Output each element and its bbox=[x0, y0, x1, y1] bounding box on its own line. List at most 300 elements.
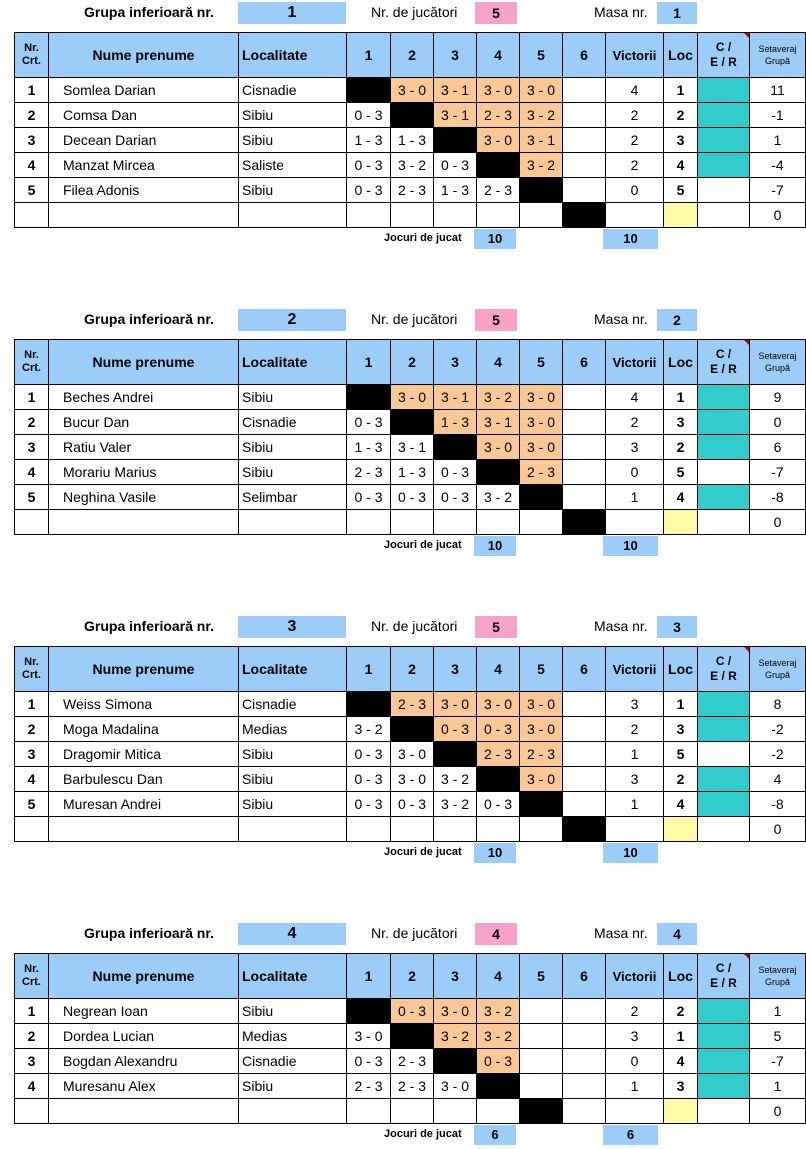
victories-cell: 3 bbox=[606, 435, 664, 460]
score-cell: 0 - 3 bbox=[347, 1049, 391, 1074]
score-cell bbox=[563, 742, 606, 767]
score-cell bbox=[563, 1049, 606, 1074]
score-cell: 3 - 0 bbox=[434, 692, 477, 717]
setaverage-cell: -2 bbox=[750, 717, 806, 742]
players-label: Nr. de jucători bbox=[371, 925, 458, 941]
score-cell: 2 - 3 bbox=[347, 1074, 391, 1099]
score-cell: 3 - 2 bbox=[434, 792, 477, 817]
cer-cell bbox=[698, 128, 750, 153]
score-cell bbox=[520, 999, 563, 1024]
player-name bbox=[49, 203, 239, 228]
setaverage-cell: 5 bbox=[750, 1024, 806, 1049]
score-cell: 3 - 2 bbox=[520, 103, 563, 128]
table-row bbox=[15, 128, 806, 153]
score-cell: 3 - 0 bbox=[477, 128, 520, 153]
player-name: Moga Madalina bbox=[49, 717, 239, 742]
player-name bbox=[49, 1099, 239, 1124]
player-city: Sibiu bbox=[239, 435, 347, 460]
player-name: Dragomir Mitica bbox=[49, 742, 239, 767]
table-row bbox=[15, 203, 806, 228]
place-cell: 1 bbox=[664, 78, 698, 103]
col-cer-header: C / E / R bbox=[698, 340, 750, 385]
victories-cell: 1 bbox=[606, 792, 664, 817]
col-setaverage-header: Setaveraj Grupă bbox=[750, 647, 806, 692]
table-label: Masa nr. bbox=[594, 925, 648, 941]
score-cell bbox=[563, 1024, 606, 1049]
score-cell bbox=[520, 1049, 563, 1074]
score-cell: 3 - 0 bbox=[477, 692, 520, 717]
victories-cell: 1 bbox=[606, 742, 664, 767]
player-city: Sibiu bbox=[239, 128, 347, 153]
score-cell: 2 - 3 bbox=[347, 460, 391, 485]
score-cell bbox=[563, 410, 606, 435]
score-cell: 2 - 3 bbox=[520, 460, 563, 485]
group-table bbox=[14, 953, 806, 1124]
place-cell: 2 bbox=[664, 999, 698, 1024]
score-cell: 3 - 1 bbox=[434, 103, 477, 128]
score-cell: 2 - 3 bbox=[477, 103, 520, 128]
score-cell: 3 - 2 bbox=[434, 1024, 477, 1049]
score-cell bbox=[520, 510, 563, 535]
col-opponent-header: 5 bbox=[520, 33, 563, 78]
cer-cell bbox=[698, 485, 750, 510]
setaverage-cell: 9 bbox=[750, 385, 806, 410]
score-cell: 3 - 0 bbox=[520, 692, 563, 717]
place-cell: 3 bbox=[664, 717, 698, 742]
col-opponent-header: 1 bbox=[347, 647, 391, 692]
games-played-count: 6 bbox=[603, 1125, 658, 1145]
games-label: Jocuri de jucat bbox=[384, 846, 462, 858]
games-played-count: 10 bbox=[603, 536, 658, 556]
score-cell: 3 - 0 bbox=[520, 385, 563, 410]
players-label: Nr. de jucători bbox=[371, 618, 458, 634]
col-city-header: Localitate bbox=[239, 647, 347, 692]
col-setaverage-header: Setaveraj Grupă bbox=[750, 33, 806, 78]
victories-cell: 2 bbox=[606, 999, 664, 1024]
score-cell bbox=[347, 510, 391, 535]
score-cell bbox=[434, 203, 477, 228]
score-cell: 3 - 0 bbox=[347, 1024, 391, 1049]
col-setaverage-header: Setaveraj Grupă bbox=[750, 954, 806, 999]
player-name: Comsa Dan bbox=[49, 103, 239, 128]
row-number: 3 bbox=[15, 435, 49, 460]
score-cell bbox=[563, 178, 606, 203]
row-number: 1 bbox=[15, 78, 49, 103]
score-cell: 2 - 3 bbox=[391, 1074, 434, 1099]
col-nr-header: Nr. Crt. bbox=[15, 954, 49, 999]
score-cell bbox=[563, 817, 606, 842]
table-row bbox=[15, 510, 806, 535]
score-cell: 3 - 0 bbox=[520, 767, 563, 792]
score-cell bbox=[563, 767, 606, 792]
score-cell: 0 - 3 bbox=[347, 178, 391, 203]
comment-marker-icon bbox=[744, 647, 749, 652]
col-opponent-header: 3 bbox=[434, 647, 477, 692]
players-label: Nr. de jucători bbox=[371, 4, 458, 20]
score-cell bbox=[347, 385, 391, 410]
score-cell: 0 - 3 bbox=[347, 485, 391, 510]
col-city-header: Localitate bbox=[239, 33, 347, 78]
place-cell: 3 bbox=[664, 410, 698, 435]
table-row bbox=[15, 435, 806, 460]
col-name-header: Nume prenume bbox=[49, 954, 239, 999]
table-number: 3 bbox=[657, 616, 697, 638]
row-number: 4 bbox=[15, 767, 49, 792]
col-victories-header: Victorii bbox=[606, 954, 664, 999]
row-number: 1 bbox=[15, 385, 49, 410]
score-cell bbox=[520, 178, 563, 203]
group-footer bbox=[0, 229, 806, 249]
score-cell bbox=[347, 203, 391, 228]
victories-cell: 3 bbox=[606, 1024, 664, 1049]
score-cell: 3 - 2 bbox=[347, 717, 391, 742]
cer-cell bbox=[698, 103, 750, 128]
score-cell bbox=[520, 817, 563, 842]
victories-cell bbox=[606, 1099, 664, 1124]
table-row bbox=[15, 817, 806, 842]
score-cell bbox=[477, 1074, 520, 1099]
setaverage-cell: 1 bbox=[750, 128, 806, 153]
score-cell bbox=[434, 817, 477, 842]
setaverage-cell: 8 bbox=[750, 692, 806, 717]
games-count: 10 bbox=[474, 843, 516, 863]
score-cell: 3 - 2 bbox=[391, 153, 434, 178]
col-opponent-header: 4 bbox=[477, 647, 520, 692]
col-opponent-header: 4 bbox=[477, 340, 520, 385]
score-cell: 0 - 3 bbox=[434, 717, 477, 742]
place-cell: 4 bbox=[664, 1049, 698, 1074]
score-cell: 3 - 1 bbox=[391, 435, 434, 460]
col-opponent-header: 3 bbox=[434, 954, 477, 999]
score-cell: 1 - 3 bbox=[391, 128, 434, 153]
row-number: 2 bbox=[15, 410, 49, 435]
cer-cell bbox=[698, 178, 750, 203]
score-cell bbox=[434, 742, 477, 767]
player-name: Morariu Marius bbox=[49, 460, 239, 485]
players-count: 5 bbox=[475, 616, 517, 638]
table-header-row bbox=[15, 647, 806, 692]
victories-cell: 3 bbox=[606, 692, 664, 717]
victories-cell: 4 bbox=[606, 78, 664, 103]
score-cell: 1 - 3 bbox=[347, 128, 391, 153]
victories-cell: 4 bbox=[606, 385, 664, 410]
games-played-count: 10 bbox=[603, 843, 658, 863]
score-cell: 0 - 3 bbox=[347, 410, 391, 435]
group-footer bbox=[0, 1125, 806, 1145]
row-number: 2 bbox=[15, 1024, 49, 1049]
table-number: 1 bbox=[657, 2, 697, 24]
row-number: 3 bbox=[15, 1049, 49, 1074]
player-name: Beches Andrei bbox=[49, 385, 239, 410]
group-footer bbox=[0, 843, 806, 863]
players-label: Nr. de jucători bbox=[371, 311, 458, 327]
setaverage-cell: 0 bbox=[750, 817, 806, 842]
setaverage-cell: 0 bbox=[750, 203, 806, 228]
col-opponent-header: 1 bbox=[347, 33, 391, 78]
victories-cell: 2 bbox=[606, 103, 664, 128]
score-cell: 0 - 3 bbox=[391, 485, 434, 510]
col-nr-header: Nr. Crt. bbox=[15, 33, 49, 78]
victories-cell: 2 bbox=[606, 717, 664, 742]
place-cell bbox=[664, 1099, 698, 1124]
col-place-header: Loc bbox=[664, 33, 698, 78]
col-opponent-header: 6 bbox=[563, 33, 606, 78]
score-cell bbox=[434, 128, 477, 153]
score-cell: 2 - 3 bbox=[391, 178, 434, 203]
score-cell bbox=[520, 1074, 563, 1099]
score-cell bbox=[477, 460, 520, 485]
score-cell bbox=[520, 792, 563, 817]
score-cell bbox=[477, 203, 520, 228]
score-cell: 3 - 0 bbox=[391, 767, 434, 792]
table-row bbox=[15, 1099, 806, 1124]
victories-cell: 1 bbox=[606, 1074, 664, 1099]
table-row bbox=[15, 792, 806, 817]
cer-cell bbox=[698, 767, 750, 792]
setaverage-cell: -2 bbox=[750, 742, 806, 767]
row-number: 1 bbox=[15, 692, 49, 717]
group-header bbox=[0, 0, 806, 24]
victories-cell: 2 bbox=[606, 128, 664, 153]
player-city: Saliste bbox=[239, 153, 347, 178]
games-label: Jocuri de jucat bbox=[384, 1128, 462, 1140]
player-name: Somlea Darian bbox=[49, 78, 239, 103]
player-city: Medias bbox=[239, 1024, 347, 1049]
player-city: Sibiu bbox=[239, 792, 347, 817]
cer-cell bbox=[698, 1049, 750, 1074]
games-played-count: 10 bbox=[603, 229, 658, 249]
player-name bbox=[49, 817, 239, 842]
score-cell: 3 - 2 bbox=[477, 385, 520, 410]
player-name: Muresan Andrei bbox=[49, 792, 239, 817]
setaverage-cell: 1 bbox=[750, 1074, 806, 1099]
table-row bbox=[15, 410, 806, 435]
col-cer-header: C / E / R bbox=[698, 954, 750, 999]
score-cell bbox=[563, 435, 606, 460]
setaverage-cell: 1 bbox=[750, 999, 806, 1024]
table-label: Masa nr. bbox=[594, 4, 648, 20]
place-cell: 5 bbox=[664, 178, 698, 203]
score-cell: 0 - 3 bbox=[477, 1049, 520, 1074]
cer-cell bbox=[698, 999, 750, 1024]
table-row bbox=[15, 999, 806, 1024]
score-cell: 0 - 3 bbox=[347, 742, 391, 767]
row-number: 4 bbox=[15, 1074, 49, 1099]
player-city: Sibiu bbox=[239, 1074, 347, 1099]
score-cell: 3 - 1 bbox=[477, 410, 520, 435]
col-city-header: Localitate bbox=[239, 340, 347, 385]
col-opponent-header: 2 bbox=[391, 340, 434, 385]
table-header-row bbox=[15, 33, 806, 78]
col-name-header: Nume prenume bbox=[49, 33, 239, 78]
players-count: 4 bbox=[475, 923, 517, 945]
score-cell bbox=[563, 460, 606, 485]
score-cell bbox=[434, 1049, 477, 1074]
group-header bbox=[0, 921, 806, 945]
score-cell: 2 - 3 bbox=[391, 1049, 434, 1074]
victories-cell: 1 bbox=[606, 485, 664, 510]
score-cell: 2 - 3 bbox=[477, 742, 520, 767]
player-city: Sibiu bbox=[239, 999, 347, 1024]
score-cell bbox=[563, 1074, 606, 1099]
score-cell bbox=[563, 792, 606, 817]
score-cell: 3 - 0 bbox=[434, 999, 477, 1024]
col-victories-header: Victorii bbox=[606, 33, 664, 78]
score-cell bbox=[391, 817, 434, 842]
group-title: Grupa inferioară nr. bbox=[84, 4, 214, 20]
group-header bbox=[0, 307, 806, 331]
table-number: 4 bbox=[657, 923, 697, 945]
table-row bbox=[15, 742, 806, 767]
group-number: 1 bbox=[238, 2, 346, 24]
score-cell bbox=[477, 153, 520, 178]
score-cell: 3 - 2 bbox=[434, 767, 477, 792]
cer-cell bbox=[698, 742, 750, 767]
table-row bbox=[15, 103, 806, 128]
place-cell: 1 bbox=[664, 385, 698, 410]
score-cell: 3 - 1 bbox=[434, 385, 477, 410]
place-cell bbox=[664, 203, 698, 228]
group-number: 4 bbox=[238, 923, 346, 945]
player-city: Cisnadie bbox=[239, 1049, 347, 1074]
score-cell: 2 - 3 bbox=[520, 742, 563, 767]
place-cell: 2 bbox=[664, 767, 698, 792]
score-cell: 3 - 0 bbox=[434, 1074, 477, 1099]
table-row bbox=[15, 1049, 806, 1074]
col-city-header: Localitate bbox=[239, 954, 347, 999]
row-number: 3 bbox=[15, 128, 49, 153]
group-table bbox=[14, 646, 806, 842]
row-number: 5 bbox=[15, 485, 49, 510]
victories-cell: 0 bbox=[606, 178, 664, 203]
cer-cell bbox=[698, 460, 750, 485]
table-row bbox=[15, 692, 806, 717]
score-cell: 0 - 3 bbox=[347, 153, 391, 178]
score-cell: 1 - 3 bbox=[347, 435, 391, 460]
score-cell bbox=[563, 510, 606, 535]
players-count: 5 bbox=[475, 309, 517, 331]
setaverage-cell: 0 bbox=[750, 510, 806, 535]
col-opponent-header: 5 bbox=[520, 340, 563, 385]
place-cell: 1 bbox=[664, 692, 698, 717]
row-number: 3 bbox=[15, 742, 49, 767]
player-city: Sibiu bbox=[239, 460, 347, 485]
col-opponent-header: 5 bbox=[520, 954, 563, 999]
score-cell bbox=[391, 1024, 434, 1049]
score-cell bbox=[347, 817, 391, 842]
score-cell: 0 - 3 bbox=[434, 153, 477, 178]
games-label: Jocuri de jucat bbox=[384, 539, 462, 551]
score-cell: 3 - 0 bbox=[477, 78, 520, 103]
score-cell: 3 - 0 bbox=[477, 435, 520, 460]
row-number: 4 bbox=[15, 460, 49, 485]
col-victories-header: Victorii bbox=[606, 647, 664, 692]
cer-cell bbox=[698, 203, 750, 228]
group-title: Grupa inferioară nr. bbox=[84, 925, 214, 941]
cer-cell bbox=[698, 692, 750, 717]
group-table bbox=[14, 32, 806, 228]
score-cell bbox=[563, 128, 606, 153]
player-city: Cisnadie bbox=[239, 78, 347, 103]
col-opponent-header: 2 bbox=[391, 954, 434, 999]
table-header-row bbox=[15, 340, 806, 385]
score-cell: 0 - 3 bbox=[391, 792, 434, 817]
group-title: Grupa inferioară nr. bbox=[84, 311, 214, 327]
cer-cell bbox=[698, 510, 750, 535]
col-victories-header: Victorii bbox=[606, 340, 664, 385]
score-cell bbox=[563, 999, 606, 1024]
games-count: 10 bbox=[474, 229, 516, 249]
place-cell: 4 bbox=[664, 153, 698, 178]
score-cell bbox=[563, 103, 606, 128]
table-row bbox=[15, 1074, 806, 1099]
setaverage-cell: -7 bbox=[750, 1049, 806, 1074]
victories-cell: 2 bbox=[606, 153, 664, 178]
col-opponent-header: 1 bbox=[347, 340, 391, 385]
player-name: Manzat Mircea bbox=[49, 153, 239, 178]
col-opponent-header: 5 bbox=[520, 647, 563, 692]
col-setaverage-header: Setaveraj Grupă bbox=[750, 340, 806, 385]
player-city: Sibiu bbox=[239, 767, 347, 792]
victories-cell bbox=[606, 203, 664, 228]
player-name: Weiss Simona bbox=[49, 692, 239, 717]
player-name: Bogdan Alexandru bbox=[49, 1049, 239, 1074]
cer-cell bbox=[698, 817, 750, 842]
player-name: Barbulescu Dan bbox=[49, 767, 239, 792]
col-opponent-header: 6 bbox=[563, 340, 606, 385]
group-table bbox=[14, 339, 806, 535]
score-cell bbox=[391, 410, 434, 435]
player-city bbox=[239, 203, 347, 228]
player-city: Cisnadie bbox=[239, 692, 347, 717]
player-city bbox=[239, 1099, 347, 1124]
player-city: Sibiu bbox=[239, 385, 347, 410]
cer-cell bbox=[698, 435, 750, 460]
score-cell: 3 - 2 bbox=[520, 153, 563, 178]
row-number bbox=[15, 510, 49, 535]
col-opponent-header: 6 bbox=[563, 647, 606, 692]
cer-cell bbox=[698, 1024, 750, 1049]
player-city: Selimbar bbox=[239, 485, 347, 510]
table-row bbox=[15, 460, 806, 485]
score-cell bbox=[477, 1099, 520, 1124]
score-cell bbox=[391, 203, 434, 228]
score-cell: 0 - 3 bbox=[477, 792, 520, 817]
setaverage-cell: -7 bbox=[750, 460, 806, 485]
score-cell bbox=[347, 692, 391, 717]
score-cell bbox=[391, 1099, 434, 1124]
setaverage-cell: 4 bbox=[750, 767, 806, 792]
score-cell: 0 - 3 bbox=[347, 103, 391, 128]
col-nr-header: Nr. Crt. bbox=[15, 340, 49, 385]
victories-cell: 3 bbox=[606, 767, 664, 792]
score-cell bbox=[563, 385, 606, 410]
score-cell bbox=[391, 717, 434, 742]
score-cell: 1 - 3 bbox=[434, 178, 477, 203]
score-cell bbox=[477, 767, 520, 792]
col-name-header: Nume prenume bbox=[49, 647, 239, 692]
cer-cell bbox=[698, 78, 750, 103]
table-row bbox=[15, 385, 806, 410]
table-label: Masa nr. bbox=[594, 618, 648, 634]
setaverage-cell: -8 bbox=[750, 485, 806, 510]
table-row bbox=[15, 1024, 806, 1049]
score-cell bbox=[563, 1099, 606, 1124]
place-cell: 1 bbox=[664, 1024, 698, 1049]
score-cell: 2 - 3 bbox=[477, 178, 520, 203]
score-cell: 3 - 1 bbox=[434, 78, 477, 103]
player-city bbox=[239, 510, 347, 535]
